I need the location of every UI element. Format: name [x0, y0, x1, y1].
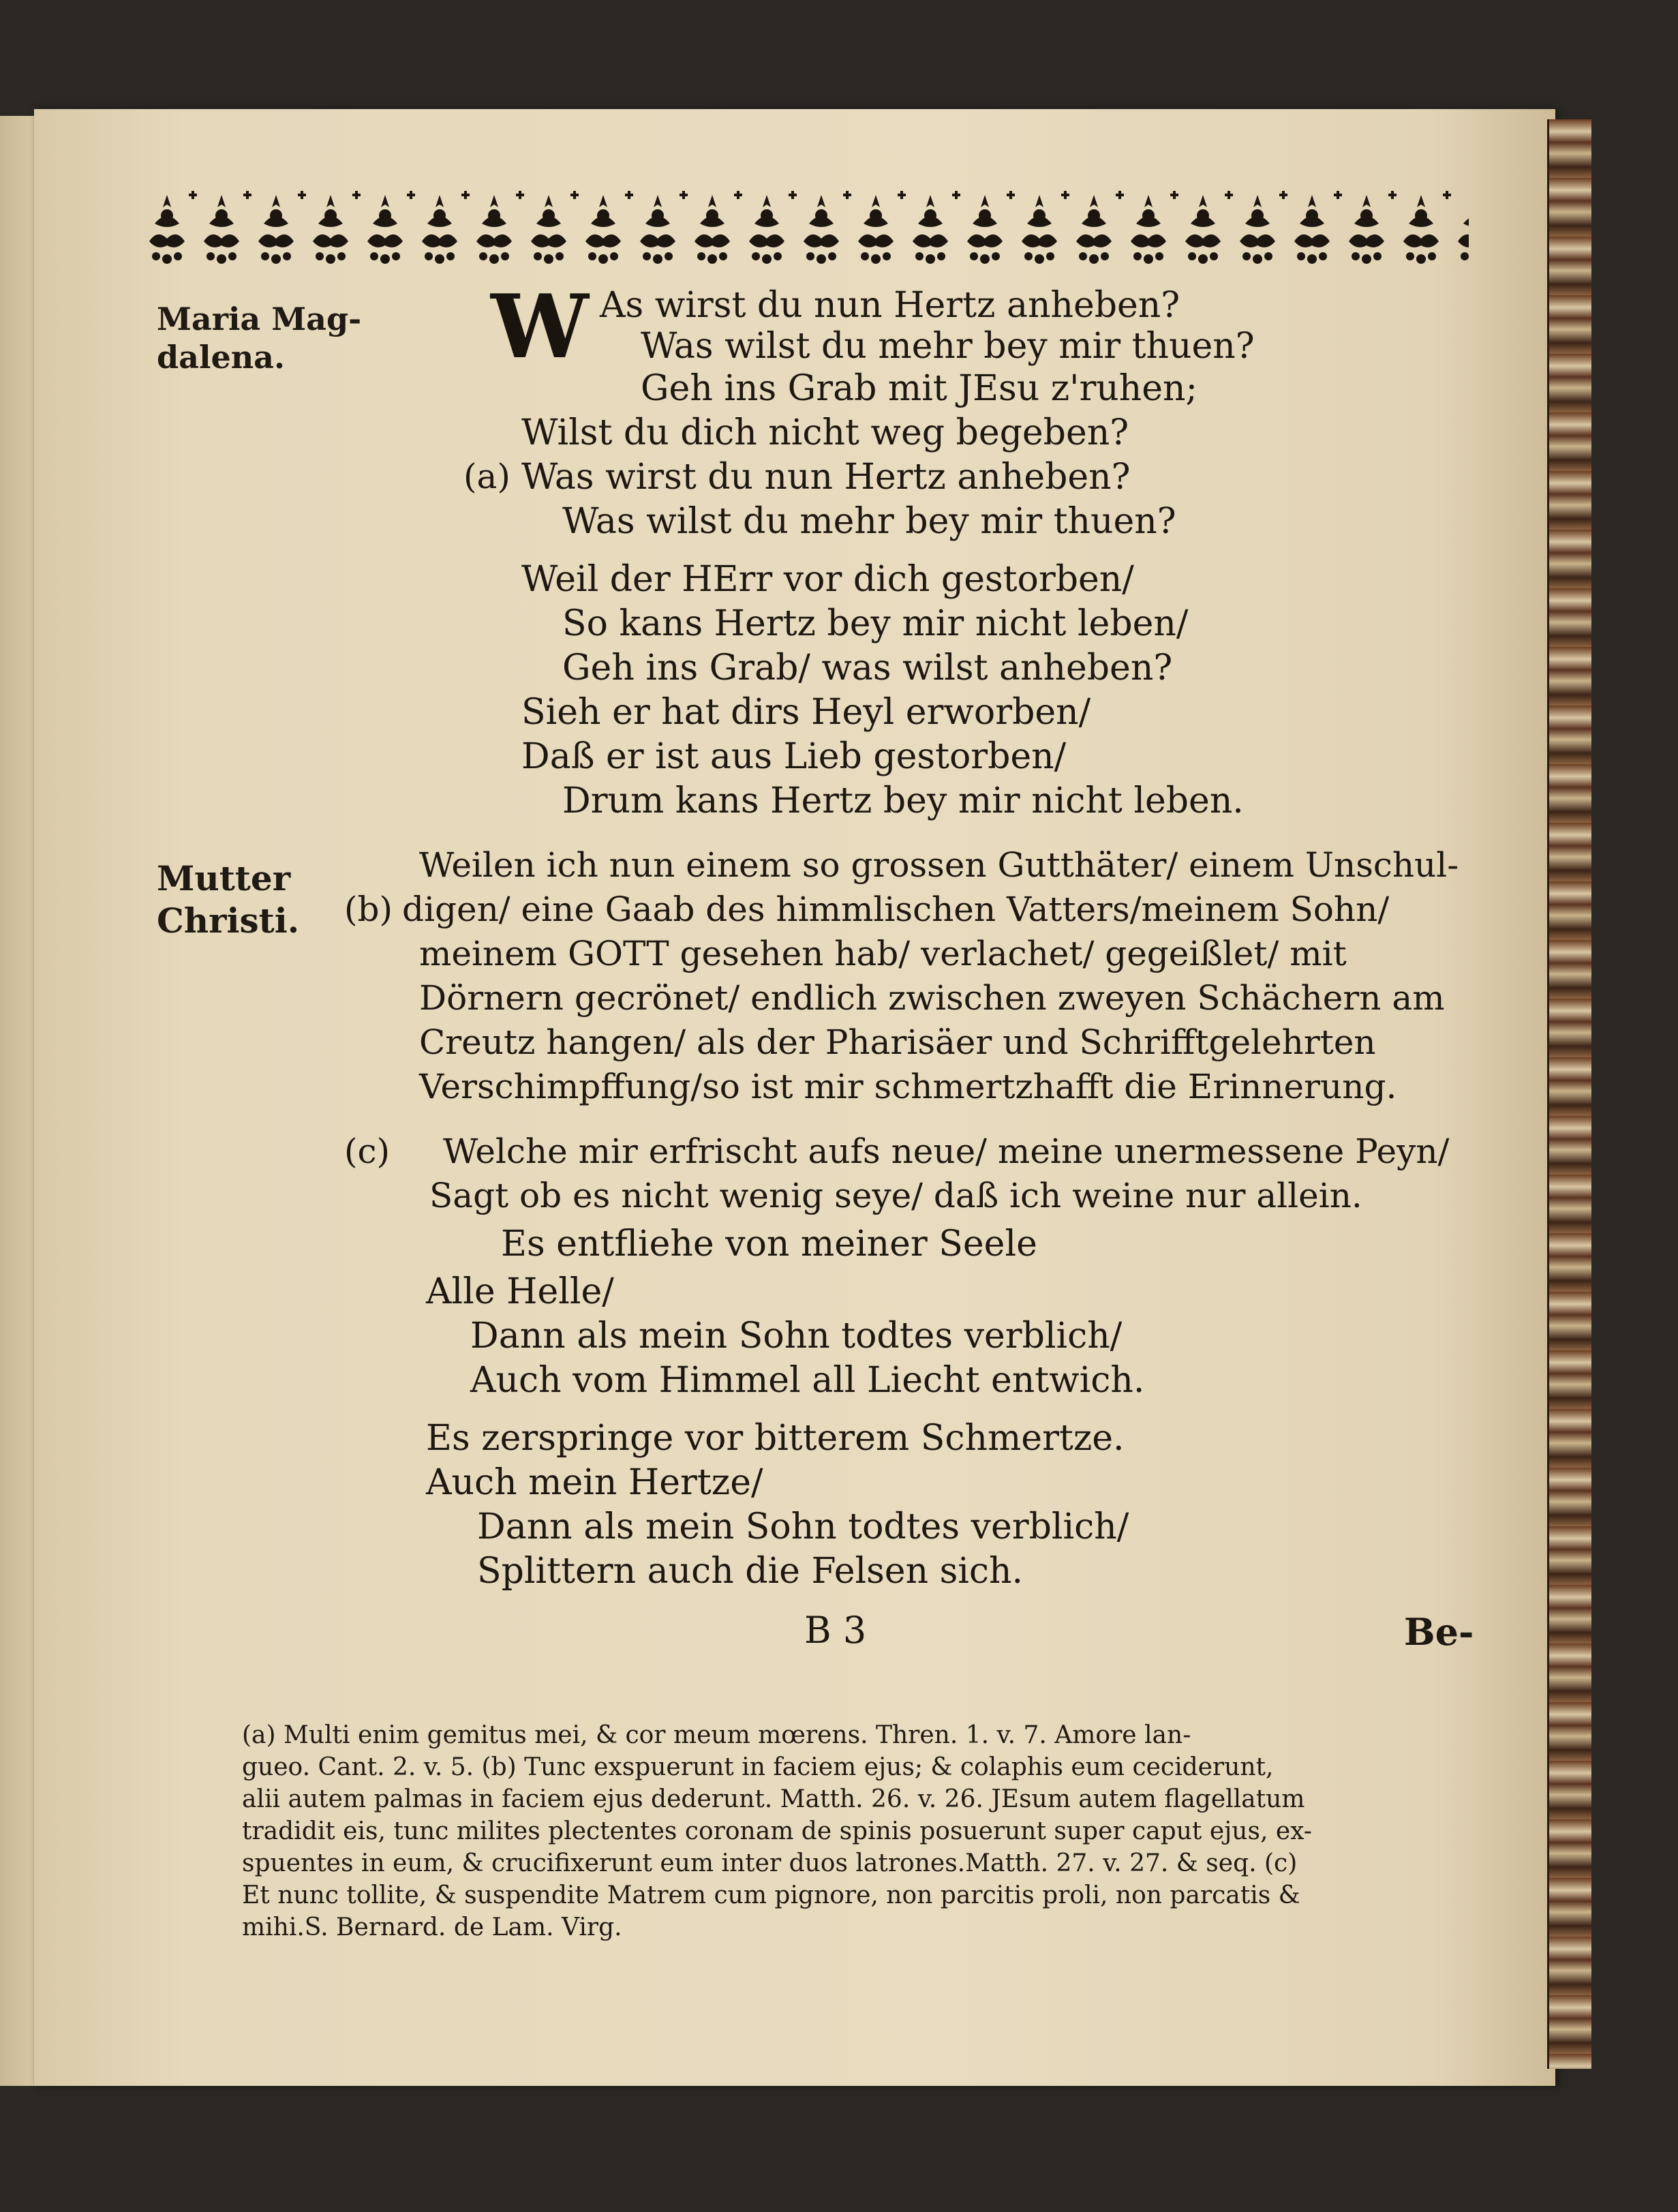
verse3-line: Es zerspringe vor bitterem Schmertze.	[426, 1418, 1125, 1459]
verse1-line: As wirst du nun Hertz anheben?	[600, 285, 1180, 326]
verse2-line: Weil der HErr vor dich gestorben/	[521, 559, 1134, 600]
footnote-line: alii autem palmas in faciem ejus dederunt. Matth. 26. v. 26. JEsum autem flagellatum	[242, 1785, 1305, 1813]
catchword: Be-	[1404, 1610, 1474, 1654]
prose-line: meinem GOTT gesehen hab/ verlachet/ gegeißlet/ mit	[419, 934, 1347, 973]
footnote-line: gueo. Cant. 2. v. 5. (b) Tunc exspuerunt in faciem ejus; & colaphis eum ceciderunt,	[242, 1753, 1274, 1781]
verse2-line: Geh ins Grab/ was wilst anheben?	[562, 648, 1173, 688]
footnote-mark-b: (b)	[344, 890, 393, 929]
verse1-line: Was wilst du mehr bey mir thuen?	[562, 501, 1176, 542]
verse1-line: Was wirst du nun Hertz anheben?	[521, 457, 1131, 498]
verse3-line: Sagt ob es nicht wenig seye/ daß ich weine nur allein.	[429, 1176, 1362, 1215]
ornamental-header-band	[147, 183, 1469, 271]
footnote-mark-c: (c)	[344, 1132, 391, 1171]
verse3-line: Dann als mein Sohn todtes verblich/	[477, 1506, 1129, 1547]
verse2-line: So kans Hertz bey mir nicht leben/	[562, 603, 1189, 644]
prose-line: Weilen ich nun einem so grossen Gutthäter/ einem Unschul-	[419, 845, 1459, 885]
verse2-line: Drum kans Hertz bey mir nicht leben.	[562, 781, 1244, 821]
verse3-line: Alle Helle/	[426, 1271, 614, 1312]
prose-line: Verschimpffung/so ist mir schmertzhafft die Erinnerung.	[419, 1067, 1397, 1106]
speaker-maria-magdalena: Maria Mag- dalena.	[157, 301, 362, 376]
drop-initial: W	[491, 276, 589, 378]
verse1-line: Wilst du dich nicht weg begeben?	[521, 412, 1129, 453]
verse3-line: Es entfliehe von meiner Seele	[501, 1224, 1037, 1264]
verse3-line: Auch mein Hertze/	[426, 1462, 763, 1503]
verse3-line: Splittern auch die Felsen sich.	[477, 1551, 1024, 1592]
verse2-line: Sieh er hat dirs Heyl erworben/	[521, 692, 1091, 733]
signature-mark: B 3	[804, 1609, 867, 1652]
prose-line: Dörnern gecrönet/ endlich zwischen zweyen Schächern am	[419, 978, 1445, 1018]
footnote-line: tradidit eis, tunc milites plectentes coronam de spinis posuerunt super caput ejus, ex-	[242, 1817, 1312, 1845]
footnote-mark-a: (a)	[463, 457, 510, 496]
verse1-line: Geh ins Grab mit JEsu z'ruhen;	[641, 368, 1198, 409]
verse3-line: Welche mir erfrischt aufs neue/ meine unermessene Peyn/	[443, 1132, 1450, 1171]
footnote-line: mihi.S. Bernard. de Lam. Virg.	[242, 1913, 622, 1941]
prose-line: digen/ eine Gaab des himmlischen Vatters/meinem Sohn/	[402, 890, 1390, 929]
marbled-cover-edge	[1547, 119, 1591, 2069]
prose-line: Creutz hangen/ als der Pharisäer und Schrifftgelehrten	[419, 1022, 1376, 1062]
verse1-line: Was wilst du mehr bey mir thuen?	[641, 326, 1255, 367]
speaker-mutter-christi: Mutter Christi.	[157, 858, 300, 941]
verse2-line: Daß er ist aus Lieb gestorben/	[521, 736, 1067, 777]
footnote-line: Et nunc tollite, & suspendite Matrem cum pignore, non parcitis proli, non parcatis &	[242, 1881, 1300, 1909]
verse3-line: Auch vom Himmel all Liecht entwich.	[470, 1360, 1145, 1401]
verse3-line: Dann als mein Sohn todtes verblich/	[470, 1316, 1123, 1357]
footnote-line: (a) Multi enim gemitus mei, & cor meum mœrens. Thren. 1. v. 7. Amore lan-	[242, 1721, 1191, 1749]
footnote-line: spuentes in eum, & crucifixerunt eum inter duos latrones.Matth. 27. v. 27. & seq. (c)	[242, 1849, 1298, 1877]
